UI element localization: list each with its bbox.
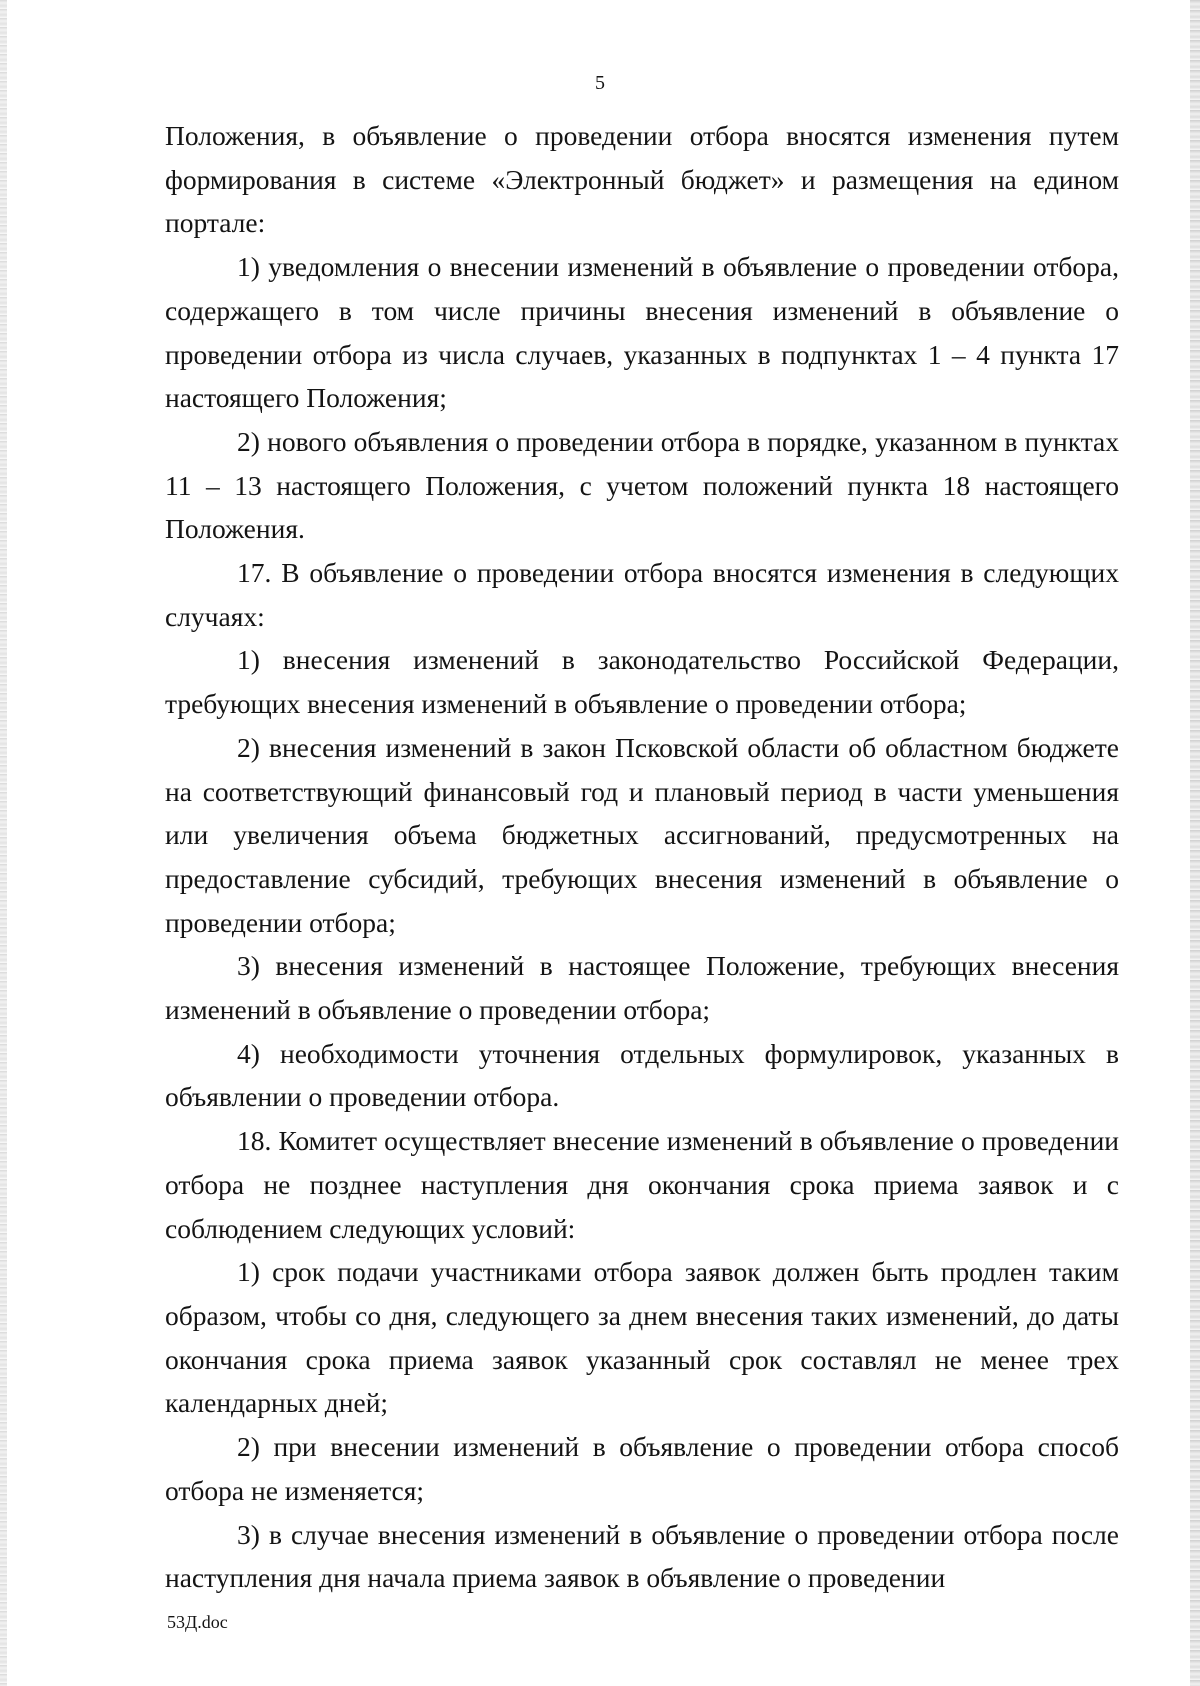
scan-edge-left	[0, 0, 7, 1686]
file-name-footer: 53Д.doc	[167, 1612, 228, 1632]
paragraph: 3) внесения изменений в настоящее Положение, требующих внесения изменений в объявление о проведении отбора;	[165, 950, 1119, 1026]
scan-edge-right	[1190, 0, 1200, 1686]
paragraph: 2) внесения изменений в закон Псковской области об областном бюджете на соответствующий финансовый год и плановый период в части уменьшения или увеличения объема бюджетных ассигнований, предусмотренных на предоставление субсидий, требующих внесения изменений в объявление о проведении отбора;	[165, 731, 1119, 938]
paragraph: 4) необходимости уточнения отдельных формулировок, указанных в объявлении о проведении отбора.	[165, 1037, 1119, 1113]
paragraph: 17. В объявление о проведении отбора вносятся изменения в следующих случаях:	[165, 557, 1119, 632]
document-body	[165, 114, 1119, 1600]
paragraph: 1) внесения изменений в законодательство Российской Федерации, требующих внесения изменений в объявление о проведении отбора;	[165, 644, 1119, 720]
paragraph: 2) при внесении изменений в объявление о проведении отбора способ отбора не изменяется;	[165, 1431, 1119, 1506]
paragraph: 1) срок подачи участниками отбора заявок должен быть продлен таким образом, чтобы со дня, следующего за днем внесения таких изменений, до даты окончания срока приема заявок указанный срок составлял не менее трех календарных дней;	[165, 1256, 1119, 1419]
paragraph: Положения, в объявление о проведении отбора вносятся изменения путем формирования в системе «Электронный бюджет» и размещения на едином портале:	[165, 120, 1119, 239]
paragraph: 3) в случае внесения изменений в объявление о проведении отбора после наступления дня начала приема заявок в объявление о проведении	[165, 1518, 1119, 1594]
paragraph: 2) нового объявления о проведении отбора в порядке, указанном в пунктах 11 – 13 настоящего Положения, с учетом положений пункта 18 настоящего Положения.	[165, 425, 1119, 545]
paragraph: 18. Комитет осуществляет внесение изменений в объявление о проведении отбора не позднее наступления дня окончания срока приема заявок и с соблюдением следующих условий:	[165, 1125, 1119, 1244]
paragraph: 1) уведомления о внесении изменений в объявление о проведении отбора, содержащего в том числе причины внесения изменений в объявление о проведении отбора из числа случаев, указанных в подпунктах 1 – 4 пункта 17 настоящего Положения;	[165, 251, 1119, 414]
page-number: 5	[595, 72, 605, 94]
